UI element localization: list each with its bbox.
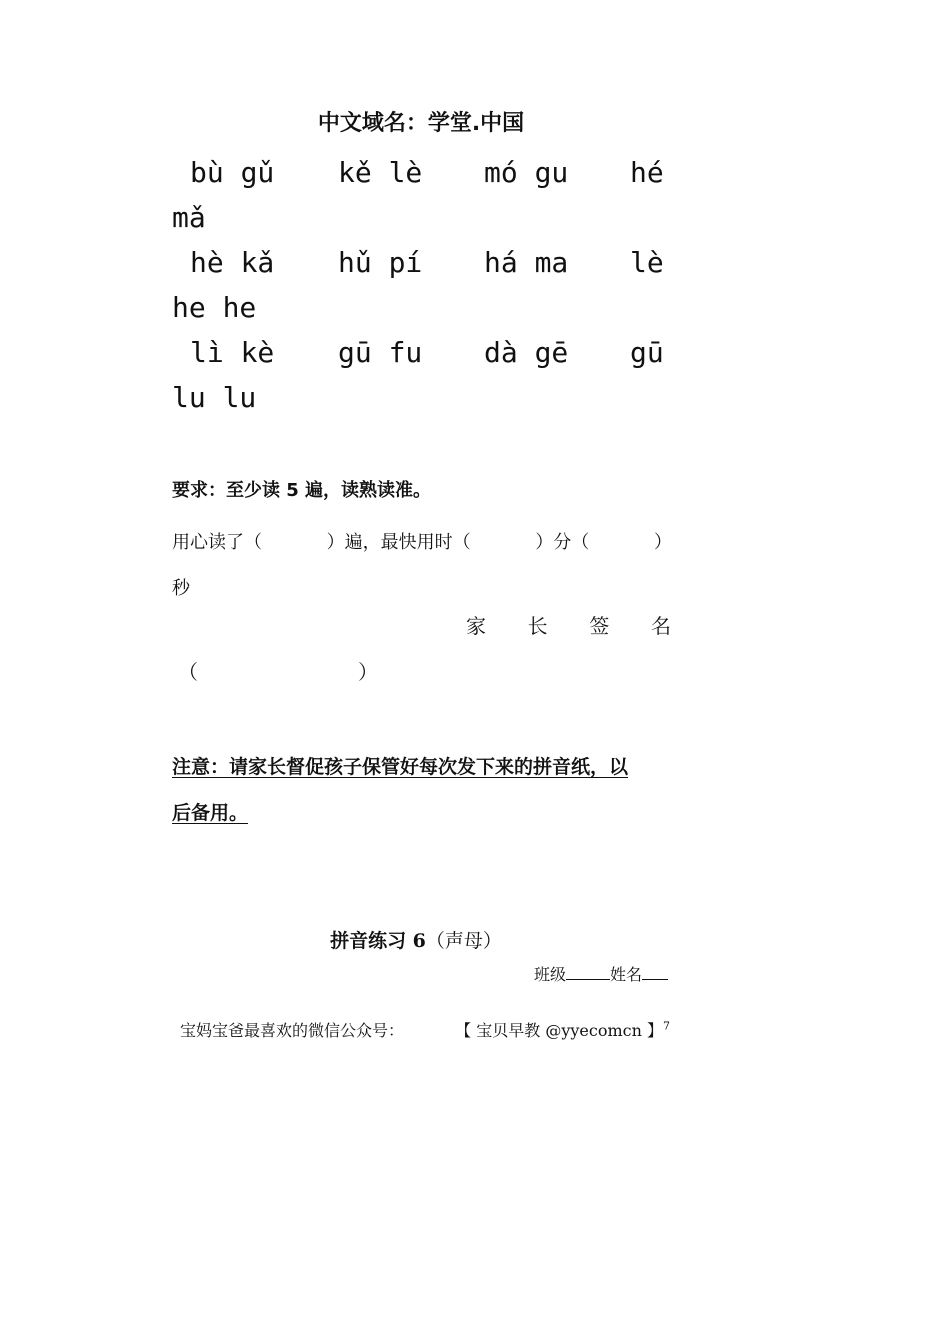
pinyin-word: gū (630, 336, 664, 369)
pinyin-word: dà gē (484, 336, 569, 369)
reading-record-part: ）遍，最快用时（ (326, 532, 471, 553)
pinyin-word: mǎ (172, 201, 206, 234)
pinyin-row (172, 330, 672, 375)
exercise-title (0, 926, 832, 953)
pinyin-row-wrap (172, 285, 672, 330)
pinyin-word: hè kǎ (190, 246, 275, 279)
exercise-title-suffix: （声母） (425, 930, 502, 952)
signature-char: 名 (650, 614, 671, 638)
name-blank[interactable] (642, 965, 668, 980)
pinyin-word: lè (630, 246, 664, 279)
reading-record-seconds: 秒 (172, 578, 190, 599)
pinyin-block (172, 150, 672, 420)
pinyin-word: lu lu (172, 381, 257, 414)
page-title: 中文域名：学堂.中国 (317, 111, 525, 136)
class-name-line (0, 962, 668, 985)
pinyin-row (172, 150, 672, 195)
class-label: 班级 (533, 965, 566, 984)
pinyin-row-wrap (172, 195, 672, 240)
signature-open-paren: （ (178, 660, 198, 684)
name-label: 姓名 (609, 965, 642, 984)
requirement-text: 要求：至少读 5 遍，读熟读准。 (172, 480, 432, 501)
notice-line: 注意：请家长督促孩子保管好每次发下来的拼音纸，以 (172, 756, 629, 778)
pinyin-row (172, 240, 672, 285)
signature-field[interactable] (178, 656, 378, 685)
pinyin-row-wrap (172, 375, 672, 420)
page-number: 7 (663, 1019, 670, 1033)
signature-close-paren: ） (358, 660, 378, 684)
footer-left-text: 宝妈宝爸最喜欢的微信公众号： (180, 1021, 405, 1040)
pinyin-word: hé (630, 156, 664, 189)
reading-record-part: ）分（ (535, 532, 590, 553)
notice-text (172, 744, 672, 836)
footer-right (455, 1018, 670, 1041)
signature-char: 家 (466, 614, 486, 638)
pinyin-word: he he (172, 291, 257, 324)
signature-char: 长 (527, 614, 548, 638)
pinyin-word: kě lè (338, 156, 423, 189)
pinyin-word: lì kè (190, 336, 275, 369)
signature-char: 签 (589, 614, 610, 638)
footer-account-text: 【 宝贝早教 @yyecomcn 】 (455, 1021, 663, 1040)
pinyin-word: bù gǔ (190, 156, 275, 189)
exercise-title-main: 拼音练习 6 (330, 930, 426, 952)
notice-line: 后备用。 (172, 802, 249, 824)
parent-signature-label (466, 610, 671, 639)
class-blank[interactable] (566, 965, 610, 980)
footer (180, 1018, 670, 1041)
pinyin-word: hǔ pí (338, 246, 423, 279)
reading-record (172, 520, 672, 612)
reading-record-part: 用心读了（ (172, 532, 262, 553)
pinyin-word: mó gu (484, 156, 569, 189)
pinyin-word: há ma (484, 246, 569, 279)
reading-record-part: ） (653, 532, 672, 553)
pinyin-word: gū fu (338, 336, 423, 369)
